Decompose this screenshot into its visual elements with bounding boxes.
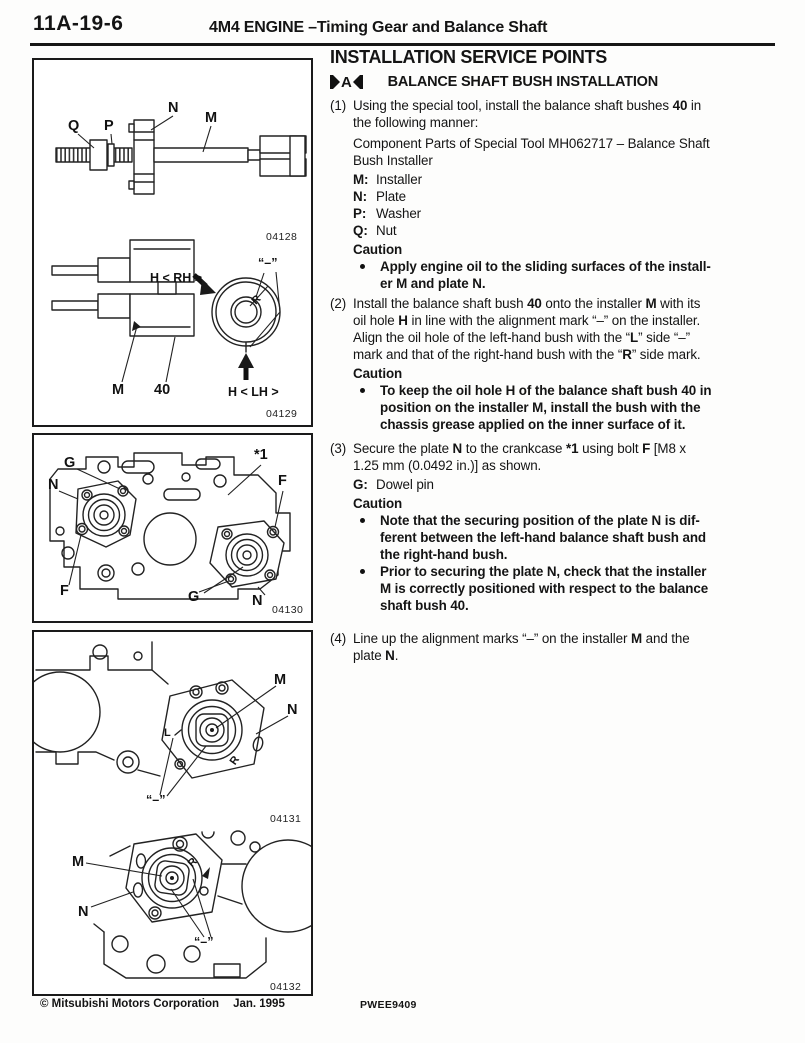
caution-block-3 [353,495,800,614]
component-list [353,171,800,239]
label-installer-m: M [205,110,218,126]
right-hand-bush-drawing [86,831,311,978]
caution-block-2 [353,365,800,433]
label-crankcase-star1: *1 [254,447,268,463]
component-list [353,476,800,493]
installer-tool-drawing [56,116,306,194]
label-bolt-f-right: F [278,473,287,489]
subsection-heading [330,73,800,91]
step-4-number: (4) [330,631,347,646]
label-bolt-f-left: F [60,583,69,599]
component-row [353,222,800,239]
bush-on-installer-drawing [52,240,280,382]
label-oil-hole-lh: H < LH > [228,385,279,399]
label-installer-m: M [274,672,287,688]
figure-number-04131: 04131 [270,813,302,825]
footer-copyright-line [40,998,285,1010]
caution-title: Caution [353,496,403,511]
figure-number-04130: 04130 [272,604,304,616]
step-3-number: (3) [330,441,347,456]
component-row [353,171,800,188]
step-2 [330,295,800,363]
section-marker-left-icon [330,75,340,89]
component-key: M: [353,172,369,187]
component-row [353,476,800,493]
component-row [353,188,800,205]
bullet-dot-icon [353,382,380,433]
caution-text: Note that the securing position of the plate N is dif- ferent between the left-hand balance shaft bush and the right-hand bush. [380,513,706,562]
footer-date: Jan. 1995 [233,998,285,1010]
left-hand-bush-drawing [34,642,288,796]
figure-number-04129: 04129 [266,408,298,420]
caution-text: Prior to securing the plate N, check that the installer M is correctly positioned with respect to the balance shaft bush 40. [380,564,709,613]
caution-title: Caution [353,242,403,257]
page-code: 11A-19-6 [33,12,124,35]
step-4-text: Line up the alignment marks “–” on the installer M and the plate N. [353,631,690,663]
caution-bullet [353,258,800,292]
subsection-title: BALANCE SHAFT BUSH INSTALLATION [387,73,658,90]
label-plate-n: N [78,904,89,920]
document-code: PWEE9409 [360,999,417,1011]
figure-box-alignment-marks [32,630,313,996]
section-title: INSTALLATION SERVICE POINTS [330,47,607,67]
figure-04130-canvas [34,435,311,621]
bullet-dot-icon [353,258,380,292]
label-alignment-mark: “–” [258,256,278,270]
label-r-mark: R [227,753,243,768]
label-dowel-g-bottom: G [188,589,200,605]
component-value: Plate [376,189,407,204]
label-alignment-mark: “–” [146,793,166,807]
label-oil-hole-rh: H < RH > [150,271,203,285]
caution-text: Apply engine oil to the sliding surfaces of the install- er M and plate N. [380,259,711,291]
caution-block-1 [353,241,800,292]
step-4 [330,630,800,664]
step-2-number: (2) [330,296,347,311]
component-value: Nut [376,223,397,238]
label-dowel-g-top: G [64,455,76,471]
copyright-text: © Mitsubishi Motors Corporation [40,998,220,1010]
caution-text: To keep the oil hole H of the balance shaft bush 40 in position on the installer M, install the bush with the chassis grease applied on the inner surface of it. [380,383,712,432]
caution-bullet [353,382,800,433]
component-value: Dowel pin [376,477,434,492]
caution-title: Caution [353,366,403,381]
label-plate-n: N [287,702,298,718]
component-key: P: [353,206,367,221]
special-tool-description: Component Parts of Special Tool MH062717 – Balance Shaft Bush Installer [353,136,710,168]
component-key: N: [353,189,367,204]
label-installer-m: M [112,382,125,398]
label-nut-q: Q [68,118,80,134]
step-3-text: Secure the plate N to the crankcase *1 using bolt F [M8 x 1.25 mm (0.0492 in.)] as shown. [353,441,687,473]
component-row [353,205,800,222]
section-marker-right-icon [353,75,363,89]
label-alignment-mark: “–” [194,935,214,949]
label-r-mark: R [185,855,200,870]
step-3 [330,440,800,474]
step-1-text: Using the special tool, install the balance shaft bushes 40 in the following manner: [353,98,702,130]
content-column [330,46,800,664]
figure-04131-04132-canvas [34,632,311,994]
label-plate-n-left: N [48,477,59,493]
label-installer-m: M [72,854,85,870]
label-l-mark: L [164,727,171,739]
figure-box-installer-tool [32,58,313,427]
label-r-mark: R [249,292,264,308]
label-plate-n: N [168,100,179,116]
figure-number-04128: 04128 [266,231,298,243]
step-2-text: Install the balance shaft bush 40 onto the installer M with its oil hole H in line with the alignment mark “–” on the installer. Align the oil hole of the left-hand bush with the “L” side “–” mark and that of the right-hand bush with the “R” side mark. [353,296,701,362]
page-title: 4M4 ENGINE –Timing Gear and Balance Shaft [209,19,548,36]
label-bush-40: 40 [154,382,171,398]
component-key: Q: [353,223,368,238]
component-value: Installer [376,172,422,187]
figure-04128-04129-canvas [34,60,311,425]
step-1-number: (1) [330,98,347,113]
step-1 [330,97,800,131]
component-value: Washer [376,206,422,221]
bullet-dot-icon [353,512,380,563]
label-washer-p: P [104,118,114,134]
section-marker-letter: A [341,73,352,91]
component-key: G: [353,477,368,492]
crankcase-front-drawing [50,453,290,599]
figure-number-04132: 04132 [270,981,302,993]
caution-bullet [353,512,800,563]
caution-bullet [353,563,800,614]
label-plate-n-right: N [252,593,263,609]
bullet-dot-icon [353,563,380,614]
figure-box-crankcase-plates [32,433,313,623]
